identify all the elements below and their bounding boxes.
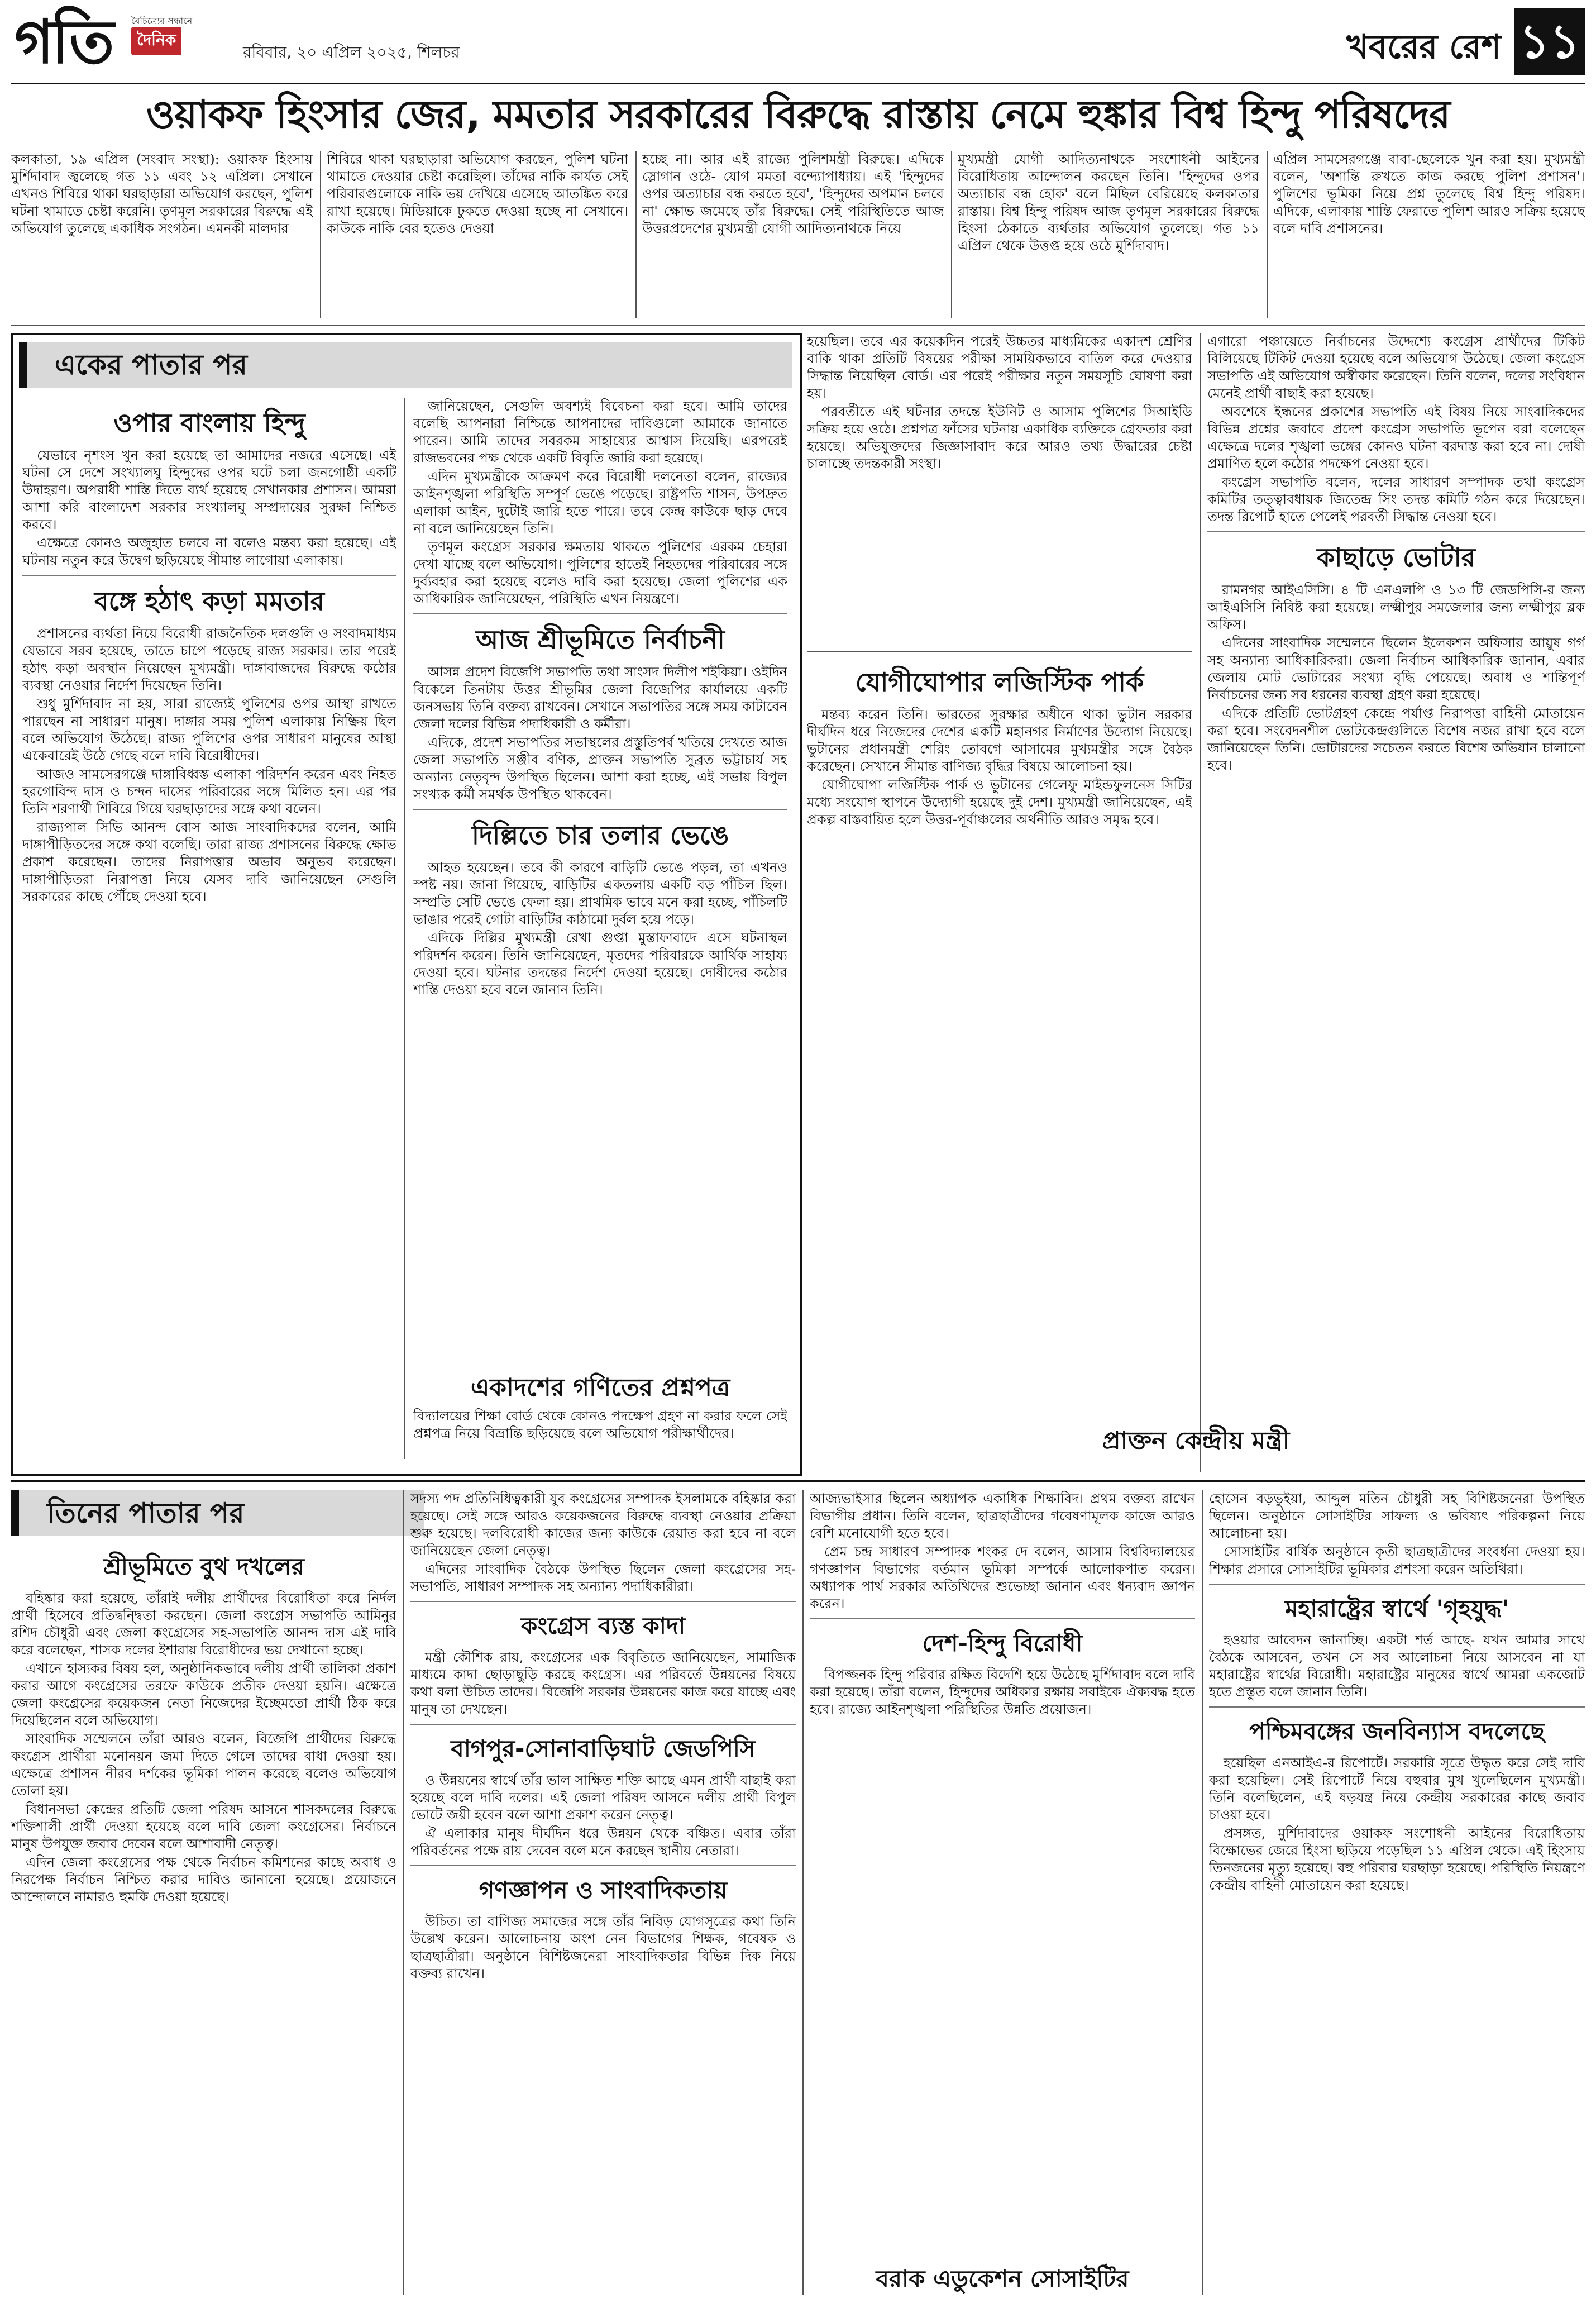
story-paragraph: বিধানসভা কেন্দ্রের প্রতিটি জেলা পরিষদ আসনে শাসকদলের বিরুদ্ধে শক্তিশালী প্রার্থী দেওয়া হয়েছে বলে দাবি জেলা কংগ্রেসের। নির্বাচনে মানুষ উপযুক্ত জবাব দেবেন বলে আশাবাদী নেতৃত্ব। xyxy=(11,1801,396,1852)
main-story-col-5 xyxy=(1273,151,1585,318)
story-paragraph: ঐ এলাকার মানুষ দীর্ঘদিন ধরে উন্নয়ন থেকে বঞ্চিত। এবার তাঁরা পরিবর্তনের পক্ষে রায় দেবেন বলে মনে করছেন স্থানীয় নেতারা। xyxy=(410,1825,796,1858)
story-title: দেশ-হিন্দু বিরোধী xyxy=(922,1629,1083,1657)
main-story-text: এপ্রিল সামসেরগঞ্জে বাবা-ছেলেকে খুন করা হয়। মুখ্যমন্ত্রী বলেন, 'অশান্তি রুখতে কাজ করছে পুলিশ প্রশাসন'। পুলিশের ভূমিকা নিয়ে প্রশ্ন তুলেছে বিশ্ব হিন্দু পরিষদ। এদিকে, এলাকায় শান্তি ফেরাতে পুলিশ আরও সক্রিয় হয়েছে বলে দাবি প্রশাসনের। xyxy=(1273,151,1585,236)
section-divider xyxy=(11,1480,1585,1482)
story-paragraph: এদিকে, প্রদেশ সভাপতির সভাস্থলের প্রস্তুতিপর্ব খতিয়ে দেখতে আজ জেলা সভাপতি সঞ্জীব বণিক, প্রাক্তন সভাপতি সুব্রত ভট্টাচার্য সহ অন্যান্য নেতৃবৃন্দ উপস্থিত ছিলেন। আশা করা হচ্ছে, এই সভায় বিপুল সংখ্যক কর্মী সমর্থক উপস্থিত থাকবেন। xyxy=(413,735,787,802)
story-paragraph: এদিকে প্রতিটি ভোটগ্রহণ কেন্দ্রে পর্যাপ্ত নিরাপত্তা বাহিনী মোতায়েন করা হবে। সংবেদনশীল ভোটকেন্দ্রগুলিতে বিশেষ নজর রাখা হবে বলে জানিয়েছেন তিনি। ভোটারদের সচেতন করতে বিশেষ অভিযান চালানো হবে। xyxy=(1207,705,1585,773)
main-story-col-1 xyxy=(11,151,313,318)
story-paragraph: বহিষ্কার করা হয়েছে, তাঁরাই দলীয় প্রার্থীদের বিরোধিতা করে নির্দল প্রার্থী হিসেবে প্রতিদ্বন্দ্বিতা করছেন। জেলা কংগ্রেস সভাপতি আমিনুর রশিদ চৌধুরী এবং জেলা কংগ্রেসের সহ-সভাপতি আনন্দ দাস এই দাবি করে বলেছেন, শাসক দলের ইশারায় বিরোধীদের ভয় দেখানো হচ্ছে। xyxy=(11,1590,396,1658)
story-title: বঙ্গে হঠাৎ কড়া মমতার xyxy=(94,586,324,616)
story-paragraph: রাজ্যপাল সিভি আনন্দ বোস আজ সাংবাদিকদের বলেন, আমি দাঙ্গাপীড়িতদের সঙ্গে কথা বলেছি। তারা রাজ্য প্রশাসনের বিরুদ্ধে ক্ষোভ প্রকাশ করেছেন। তাদের নিরাপত্তার অভাব অনুভব করেছেন। দাঙ্গাপীড়িতরা নিরাপত্তা নিয়ে যেসব দাবি জানিয়েছেন সেগুলি সরকারের কাছে পৌঁছে দেওয়া হবে। xyxy=(22,819,396,904)
box-one-col-2 xyxy=(413,398,787,1364)
story-paragraph: আসন্ন প্রদেশ বিজেপি সভাপতি তথা সাংসদ দিলীপ শইকিয়া। ওইদিন বিকেলে তিনটায় উত্তর শ্রীভূমির জেলা বিজেপির কার্যালয়ে একটি জনসভায় তিনি বক্তব্য রাখবেন। সেখানে সভাপতির সঙ্গে সময় কাটাবেন জেলা দলের বিভিন্ন পদাধিকারী ও কর্মীরা। xyxy=(413,664,787,732)
story-paragraph: ও উন্নয়নের স্বার্থে তাঁর ভাল সাক্ষিত শক্তি আছে এমন প্রার্থী বাছাই করা হয়েছে বলে দাবি দলের। এই জেলা পরিষদ আসনে দলীয় প্রার্থী বিপুল ভোটে জয়ী হবেন বলে আশা প্রকাশ করেন নেতৃত্ব। xyxy=(410,1772,796,1823)
story-paragraph: পরবর্তীতে এই ঘটনার তদন্তে ইউনিট ও আসাম পুলিশের সিআইডি সক্রিয় হয়ে ওঠে। প্রশ্নপত্র ফাঁসের ঘটনায় একাধিক ব্যক্তিকে গ্রেফতার করা হয়েছে। অভিযুক্তদের জিজ্ঞাসাবাদ করে আরও তথ্য উদ্ধারের চেষ্টা চালাচ্ছে তদন্তকারী সংস্থা। xyxy=(807,404,1192,471)
story-divider xyxy=(410,1724,796,1725)
story-paragraph: এদিকে দিল্লির মুখ্যমন্ত্রী রেখা গুপ্তা মুস্তাফাবাদে এসে ঘটনাস্থল পরিদর্শন করেন। তিনি জানিয়েছেন, মৃতদের পরিবারকে আর্থিক সাহায্য দেওয়া হবে। ঘটনার তদন্তের নির্দেশ দেওয়া হয়েছে। দোষীদের কঠোর শাস্তি দেওয়া হবে বলে জানান তিনি। xyxy=(413,930,787,998)
box-one-header: একের পাতার পর xyxy=(19,342,792,388)
story-paragraph: হয়েছিল। তবে এর কয়েকদিন পরেই উচ্চতর মাধ্যমিকের একাদশ শ্রেণির বাকি থাকা প্রতিটি বিষয়ের পরীক্ষা সাময়িকভাবে বাতিল করে দেওয়ার সিদ্ধান্ত নিয়েছিল বোর্ড। এর পরেই পরীক্ষার নতুন সময়সূচি ঘোষণা করা হয়। xyxy=(807,333,1192,401)
story-title: গণজ্ঞাপন ও সাংবাদিকতায় xyxy=(479,1876,728,1904)
story-title: কংগ্রেস ব্যস্ত কাদা xyxy=(520,1612,686,1639)
story-title: বাগপুর-সোনাবাড়িঘাট জেডপিসি xyxy=(451,1735,756,1762)
right-top-col-1 xyxy=(807,333,1192,646)
column-divider xyxy=(1267,151,1268,318)
column-divider xyxy=(403,1490,404,2295)
dateline: রবিবার, ২০ এপ্রিল ২০২৫, শিলচর xyxy=(243,43,460,61)
story-paragraph: এদিনের সাংবাদিক বৈঠকে উপস্থিত ছিলেন জেলা কংগ্রেসের সহ-সভাপতি, সাধারণ সম্পাদক সহ অন্যান্য পদাধিকারীরা। xyxy=(410,1561,796,1594)
callout-bottom-headline: বরাক এডুকেশন সোসাইটির xyxy=(876,2265,1129,2292)
column-divider xyxy=(1202,1490,1203,2295)
story-paragraph: হয়েছিল এনআইএ-র রিপোর্টে। সরকারি সূত্রে উদ্ধৃত করে সেই দাবি করা হয়েছিল। সেই রিপোর্টে নিয়ে বহুবার মুখ খুলেছিলেন মুখ্যমন্ত্রী। তিনি বলেছিলেন, এই ষড়যন্ত্র নিয়ে কেন্দ্রীয় সরকারের কাছে জবাব চাওয়া হবে। xyxy=(1209,1755,1585,1823)
story-divider xyxy=(410,1865,796,1866)
story-paragraph: এদিনের সাংবাদিক সম্মেলনে ছিলেন ইলেকশন অফিসার আয়ুষ গর্গ সহ অন্যান্য আধিকারিকরা। জেলা নির্বাচন আধিকারিক জানান, এবার জেলায় মোট ভোটারের সংখ্যা বৃদ্ধি পেয়েছে। অবাধ ও শান্তিপূর্ণ নির্বাচনের জন্য সব ধরনের ব্যবস্থা গ্রহণ করা হয়েছে। xyxy=(1207,635,1585,703)
story-divider xyxy=(1207,531,1585,532)
story-divider xyxy=(410,1601,796,1602)
story-paragraph: উচিত। তা বাণিজ্য সমাজের সঙ্গে তাঁর নিবিড় যোগসূত্রের কথা তিনি উল্লেখ করেন। আলোচনায় অংশ নেন বিভাগের শিক্ষক, গবেষক ও ছাত্রছাত্রীরা। অনুষ্ঠানে বিশিষ্টজনেরা সাংবাদিকতার বিভিন্ন দিক নিয়ে বক্তব্য রাখেন। xyxy=(410,1914,796,1981)
box-three-col-1 xyxy=(11,1543,396,2297)
story-paragraph: সোসাইটির বার্ষিক অনুষ্ঠানে কৃতী ছাত্রছাত্রীদের সংবর্ধনা দেওয়া হয়। শিক্ষার প্রসারে সোসাইটির ভূমিকার প্রশংসা করেন অতিথিরা। xyxy=(1209,1544,1585,1577)
story-title: যোগীঘোপার লজিস্টিক পার্ক xyxy=(855,667,1144,697)
story-paragraph: প্রসঙ্গত, মুর্শিদাবাদের ওয়াকফ সংশোধনী আইনের বিরোধিতায় বিক্ষোভের জেরে হিংসা ছড়িয়ে পড়েছিল ১১ এপ্রিল থেকে। এই হিংসায় তিনজনের মৃত্যু হয়েছে। বহু পরিবার ঘরছাড়া হয়েছে। পরিস্থিতি নিয়ন্ত্রণে কেন্দ্রীয় বাহিনী মোতায়েন করা হয়েছে। xyxy=(1209,1825,1585,1893)
story-title: ওপার বাংলায় হিন্দু xyxy=(113,408,305,438)
box-three-col-3 xyxy=(810,1490,1195,2256)
story-title: আজ শ্রীভূমিতে নির্বাচনী xyxy=(476,624,725,655)
story-paragraph: আহত হয়েছেন। তবে কী কারণে বাড়িটি ভেঙে পড়ল, তা এখনও স্পষ্ট নয়। জানা গিয়েছে, বাড়িটির একতলায় একটি বড় পাঁচিল ছিল। সম্প্রতি সেটি ভেঙে ফেলা হয়। প্রাথমিক ভাবে মনে করা হচ্ছে, পাঁচিলটি ভাঙার পরেই গোটা বাড়িটির কাঠামো দুর্বল হয়ে পড়ে। xyxy=(413,860,787,927)
main-story-text: শিবিরে থাকা ঘরছাড়ারা অভিযোগ করছেন, পুলিশ ঘটনা থামাতে দেওয়ার চেষ্টা করেছিল। তাঁদের নাকি কার্যত সেই পরিবারগুলোকে নাকি ভয় দেখিয়ে এসেছে আতঙ্কিত করে রাখা হয়েছে। মিডিয়াকে ঢুকতে দেওয়া হচ্ছে না সেখানে। কাউকে নাকি বের হতেও দেওয়া xyxy=(327,151,628,236)
main-story-text: হচ্ছে না। আর এই রাজ্যে পুলিশমন্ত্রী বিরুদ্ধে। এদিকে স্লোগান ওঠে- যোগ মমতা বন্দ্যোপাধ্যায়। এই 'হিন্দুদের ওপর অত্যাচার বন্ধ করতে হবে', 'হিন্দুদের অপমান চলবে না' ক্ষোভ জমেছে তাঁর বিরুদ্ধে। সেই পরিস্থিতিতে আজ উত্তরপ্রদেশের মুখ্যমন্ত্রী যোগী আদিত্যনাথকে নিয়ে xyxy=(642,151,944,236)
tagline: বৈচিত্র্যের সন্ধানে xyxy=(131,16,193,26)
story-title: পশ্চিমবঙ্গের জনবিন্যাস বদলেছে xyxy=(1249,1718,1545,1745)
right-top-col-1b xyxy=(807,657,1192,1394)
box-three-header: তিনের পাতার পর xyxy=(11,1490,424,1536)
box-three-col-2 xyxy=(410,1490,796,2295)
section-label: খবরের রেশ xyxy=(1346,27,1501,66)
masthead xyxy=(11,7,1585,79)
story-paragraph: হোসেন বড়ভুইয়া, আব্দুল মতিন চৌধুরী সহ বিশিষ্টজনেরা উপস্থিত ছিলেন। অনুষ্ঠানে সোসাইটির সাফল্য ও ভবিষ্যৎ পরিকল্পনা নিয়ে আলোচনা হয়। xyxy=(1209,1491,1585,1541)
story-divider xyxy=(413,613,787,614)
story-paragraph: প্রেম চন্দ্র সাধারণ সম্পাদক শংকর দে বলেন, আসাম বিশ্ববিদ্যালয়ের গণজ্ঞাপন বিভাগের বর্তমান ভূমিকা সম্পর্কে আলোকপাত করেন। অধ্যাপক পার্থ সরকার অতিথিদের শুভেচ্ছা জানান এবং ধন্যবাদ জ্ঞাপন করেন। xyxy=(810,1544,1195,1611)
story-paragraph: যেভাবে নৃশংস খুন করা হয়েছে তা আমাদের নজরে এসেছে। এই ঘটনা সে দেশে সংখ্যালঘু হিন্দুদের ওপর ঘটে চলা জনগোষ্ঠী একটি উদাহরণ। অপরাধী শাস্তি দিতে ব্যর্থ হয়েছে সেখানকার প্রশাসন। আমরা আশা করি বাংলাদেশ সরকার সংখ্যালঘু সম্প্রদায়ের সুরক্ষা নিশ্চিত করবে। xyxy=(22,447,396,532)
box-one-col-1 xyxy=(22,398,396,1459)
story-paragraph: প্রশাসনের ব্যর্থতা নিয়ে বিরোধী রাজনৈতিক দলগুলি ও সংবাদমাধ্যম যেভাবে সরব হয়েছে, তাতে চাপে পড়েছে রাজ্য সরকার। তার পরেই হঠাৎ কড়া অবস্থান নিয়েছেন মুখ্যমন্ত্রী। দাঙ্গাবাজদের বিরুদ্ধে কঠোর ব্যবস্থা নেওয়ার নির্দেশ দিয়েছেন তিনি। xyxy=(22,626,396,693)
dainik-badge xyxy=(131,16,237,49)
story-divider xyxy=(22,575,396,576)
story-paragraph: জানিয়েছেন, সেগুলি অবশ্যই বিবেচনা করা হবে। আমি তাদের বলেছি আপনারা নিশ্চিন্তে আপনাদের দাবিগুলো আমাকে জানাতে পারেন। আমি তাদের সবরকম সাহায্যের আশ্বাস দিয়েছি। এরপরেই রাজভবনের পক্ষ থেকে একটি বিবৃতি জারি করা হয়েছে। xyxy=(413,398,787,466)
byline-story-headline: প্রাক্তন কেন্দ্রীয় মন্ত্রী xyxy=(1102,1427,1290,1455)
column-divider xyxy=(320,151,321,318)
main-story-col-2 xyxy=(327,151,628,318)
main-story-col-3 xyxy=(642,151,944,318)
story-divider xyxy=(1209,1584,1585,1585)
story-divider xyxy=(807,651,1192,652)
story-title: কাছাড়ে ভোটার xyxy=(1316,542,1476,573)
column-divider xyxy=(951,151,952,318)
column-divider xyxy=(635,151,637,318)
story-paragraph: হওয়ার আবেদন জানাচ্ছি। একটা শর্ত আছে- যখন আমার সাথে বৈঠকে আসবেন, তখন সে সব আলোচনা নিয়ে আসবেন না যা মহারাষ্ট্রের স্বার্থের বিরোধী। মহারাষ্ট্রের মানুষের স্বার্থে আমরা একজোট হতে প্রস্তুত বলে জানান তিনি। xyxy=(1209,1632,1585,1700)
story-paragraph: অবশেষে ইন্ধনের প্রকাশের সভাপতি এই বিষয় নিয়ে সাংবাদিকদের বিভিন্ন প্রশ্নের জবাবে প্রদেশ কংগ্রেস সভাপতি ভূপেন বরা বলেছেন এক্ষেত্রে দলের শৃঙ্খলা ভঙ্গের কোনও ঘটনা বরদাস্ত করা হবে না। দোষী প্রমাণিত হলে কঠোর পদক্ষেপ নেওয়া হবে। xyxy=(1207,404,1585,471)
story-paragraph: বিদ্যালয়ের শিক্ষা বোর্ড থেকে কোনও পদক্ষেপ গ্রহণ না করার ফলে সেই প্রশ্নপত্র নিয়ে বিভ্রান্তি ছড়িয়েছে বলে অভিযোগ পরীক্ষার্থীদের। xyxy=(413,1408,787,1441)
section-divider xyxy=(11,325,1585,326)
story-paragraph: শুধু মুর্শিদাবাদ না হয়, সারা রাজ্যেই পুলিশের ওপর আস্থা রাখতে পারছেন না সাধারণ মানুষ। দাঙ্গার সময় পুলিশ এলাকায় নিষ্ক্রিয় ছিল বলে অভিযোগ উঠেছে। রাজ্য পুলিশের ওপর সাধারণ মানুষের আস্থা একেবারেই উঠে গেছে বলে দাবি বিরোধীদের। xyxy=(22,696,396,764)
column-divider xyxy=(802,1490,804,2295)
story-paragraph: বিপজ্জনক হিন্দু পরিবার রক্ষিত বিদেশি হয়ে উঠেছে মুর্শিদাবাদ বলে দাবি করা হয়েছে। তাঁরা বলেন, হিন্দুদের অধিকার রক্ষায় সবাইকে ঐক্যবদ্ধ হতে হবে। রাজ্যে আইনশৃঙ্খলা পরিস্থিতির উন্নতি প্রয়োজন। xyxy=(810,1667,1195,1717)
main-story-col-4 xyxy=(958,151,1259,318)
masthead-rule xyxy=(11,83,1585,84)
story-paragraph: সাংবাদিক সম্মেলনে তাঁরা আরও বলেন, বিজেপি প্রার্থীদের বিরুদ্ধে কংগ্রেস প্রার্থীরা মনোনয়ন জমা দিতে গেলে তাদের বাধা দেওয়া হয়। এক্ষেত্রে প্রশাসন নীরব দর্শকের ভূমিকা পালন করেছে বলেও অভিযোগ তোলা হয়। xyxy=(11,1731,396,1799)
box-three-col-4 xyxy=(1209,1490,1585,2295)
story-paragraph: মন্ত্রী কৌশিক রায়, কংগ্রেসের এক বিবৃতিতে জানিয়েছেন, সামাজিক মাধ্যমে কাদা ছোড়াছুড়ি করছে কংগ্রেস। এর পরিবর্তে উন্নয়নের বিষয়ে কথা বলা উচিত তাদের। বিজেপি সরকার উন্নয়নের কাজ করে যাচ্ছে এবং মানুষ তা দেখছেন। xyxy=(410,1649,796,1717)
story-paragraph: মন্তব্য করেন তিনি। ভারতের সুরক্ষার অধীনে থাকা ভুটান সরকার দীর্ঘদিন ধরে নিজেদের দেশের একটি মহানগর নির্মাণের উদ্যোগ নিয়েছে। ভুটানের প্রধানমন্ত্রী শেরিং তোবগে আসামের মুখ্যমন্ত্রীর সঙ্গে বৈঠক করেছেন। সেখানে সীমান্ত বাণিজ্য বৃদ্ধির বিষয়ে আলোচনা হয়। xyxy=(807,707,1192,774)
story-paragraph: তৃণমূল কংগ্রেস সরকার ক্ষমতায় থাকতে পুলিশের এরকম চেহারা দেখা যাচ্ছে বলে অভিযোগ। পুলিশের হাতেই নিহতদের পরিবারের সঙ্গে দুর্ব্যবহার করা হয়েছে বলেও দাবি করা হয়েছে। জেলা পুলিশের এক আধিকারিক জানিয়েছেন, পরিস্থিতি এখন নিয়ন্ত্রণে। xyxy=(413,539,787,607)
newspaper-logo: গতি xyxy=(15,7,112,77)
story-divider xyxy=(810,1618,1195,1619)
callout-headline: একাদশের গণিতের প্রশ্নপত্র xyxy=(470,1374,730,1402)
right-top-col-2 xyxy=(1207,333,1585,1115)
story-paragraph: কংগ্রেস সভাপতি বলেন, দলের সাধারণ সম্পাদক তথা কংগ্রেস কমিটির তত্ত্বাবধায়ক জিতেন্দ্র সিং তদন্ত কমিটি গঠন করে দিয়েছেন। তদন্ত রিপোর্ট হাতে পেলেই পরবর্তী সিদ্ধান্ত নেওয়া হবে। xyxy=(1207,474,1585,525)
column-divider xyxy=(1200,333,1201,1472)
main-story-text: মুখ্যমন্ত্রী যোগী আদিত্যনাথকে সংশোধনী আইনের বিরোধিতায় আন্দোলন করছেন তিনি। 'হিন্দুদের ওপর অত্যাচার বন্ধ হোক' বলে মিছিল বেরিয়েছে কলকাতার রাস্তায়। বিশ্ব হিন্দু পরিষদ আজ তৃণমূল সরকারের বিরুদ্ধে হিংসা ঠেকাতে ব্যর্থতার অভিযোগ তুলেছে। গত ১১ এপ্রিল থেকে উত্তপ্ত হয়ে ওঠে মুর্শিদাবাদ। xyxy=(958,151,1259,254)
story-paragraph: আজ্যভাইসার ছিলেন অধ্যাপক একাধিক শিক্ষাবিদ। প্রথম বক্তব্য রাখেন বিভাগীয় প্রধান। তিনি বলেন, ছাত্রছাত্রীদের গবেষণামূলক কাজে আরও বেশি মনোযোগী হতে হবে। xyxy=(810,1491,1195,1541)
main-story-text: কলকাতা, ১৯ এপ্রিল (সংবাদ সংস্থা): ওয়াকফ হিংসায় মুর্শিদাবাদ জ্বলেছে গত ১১ এবং ১২ এপ্রিল। সেখানে এখনও শিবিরে থাকা ঘরছাড়ারা অভিযোগ করছেন, পুলিশ ঘটনা থামাতে চেষ্টা করেনি। তৃণমূল সরকারের বিরুদ্ধে এই অভিযোগ তুলেছে একাধিক সংগঠন। এমনকী মালদার xyxy=(11,151,313,236)
story-paragraph: এগারো পঞ্চায়েতে নির্বাচনের উদ্দেশ্যে কংগ্রেস প্রার্থীদের টিকিট বিলিয়েছে টিকিট দেওয়া হয়েছে বলে অভিযোগ উঠেছে। জেলা কংগ্রেস সভাপতি এই অভিযোগ অস্বীকার করেছেন। তিনি বলেন, দলের সংবিধান মেনেই প্রার্থী বাছাই করা হয়েছে। xyxy=(1207,333,1585,401)
story-paragraph: এক্ষেত্রে কোনও অজুহাত চলবে না বলেও মন্তব্য করা হয়েছে। এই ঘটনায় নতুন করে উদ্বেগ ছড়িয়েছে সীমান্ত লাগোয়া এলাকায়। xyxy=(22,535,396,568)
column-divider xyxy=(404,398,405,1459)
story-paragraph: এখানে হাস্যকর বিষয় হল, অনুষ্ঠানিকভাবে দলীয় প্রার্থী তালিকা প্রকাশ করার আগে কংগ্রেসের তরফে কাউকে প্রতীক দেওয়া হয়নি। এক্ষেত্রে জেলা কংগ্রেসের কয়েকজন নেতা নিজেদের ইচ্ছেমতো প্রার্থী ঠিক করে দিয়েছিলেন বলে অভিযোগ। xyxy=(11,1661,396,1728)
story-paragraph: আজও সামসেরগঞ্জে দাঙ্গাবিধ্বস্ত এলাকা পরিদর্শন করেন এবং নিহত হরগোবিন্দ দাস ও চন্দন দাসের পরিবারের সঙ্গে মিলিত হন। এর পর তিনি শরণার্থী শিবিরে গিয়ে ঘরছাড়াদের সঙ্গে কথা বলেন। xyxy=(22,766,396,817)
story-title: মহারাষ্ট্রের স্বার্থে 'গৃহযুদ্ধ' xyxy=(1285,1595,1509,1622)
story-paragraph: সদস্য পদ প্রতিনিধিত্বকারী যুব কংগ্রেসের সম্পাদক ইসলামকে বহিষ্কার করা হয়েছে। সেই সঙ্গে আরও কয়েকজনের বিরুদ্ধে ব্যবস্থা নেওয়ার প্রক্রিয়া শুরু হয়েছে। দলবিরোধী কাজের জন্য কাউকে রেয়াত করা হবে না বলে জানিয়েছেন জেলা নেতৃত্ব। xyxy=(410,1491,796,1558)
story-paragraph: রামনগর আইএসিসি। ৪ টি এনএলপি ও ১৩ টি জেডপিসি-র জন্য আইএসিসি নিবিষ্ট করা হয়েছে। লক্ষ্মীপুর সমজেলার জন্য লক্ষ্মীপুর ব্লক অফিস। xyxy=(1207,582,1585,632)
dainik-brand: দৈনিক xyxy=(131,27,181,55)
story-divider xyxy=(1209,1706,1585,1708)
story-divider xyxy=(413,809,787,810)
story-paragraph: যোগীঘোপা লজিস্টিক পার্ক ও ভুটানের গেলেফু মাইন্ডফুলনেস সিটির মধ্যে সংযোগ স্থাপনে উদ্যোগী হয়েছে দুই দেশ। মুখ্যমন্ত্রী জানিয়েছেন, এই প্রকল্প বাস্তবায়িত হলে উত্তর-পূর্বাঞ্চলের অর্থনীতি আরও সমৃদ্ধ হবে। xyxy=(807,777,1192,827)
story-paragraph: এদিন মুখ্যমন্ত্রীকে আক্রমণ করে বিরোধী দলনেতা বলেন, রাজ্যের আইনশৃঙ্খলা পরিস্থিতি সম্পূর্ণ ভেঙে পড়েছে। রাষ্ট্রপতি শাসন, উপদ্রুত এলাকা আইন, দুটোই জারি হতে পারে। তবে কেন্দ্র কাউকে ছাড় দেবে না বলে জানিয়েছেন তিনি। xyxy=(413,469,787,536)
story-title: শ্রীভূমিতে বুথ দখলের xyxy=(103,1553,304,1580)
story-paragraph: এদিন জেলা কংগ্রেসের পক্ষ থেকে নির্বাচন কমিশনের কাছে অবাধ ও নিরপেক্ষ নির্বাচন নিশ্চিত করার দাবিও জানানো হয়েছে। প্রয়োজনে আন্দোলনে নামারও হুমকি দেওয়া হয়েছে। xyxy=(11,1854,396,1905)
page-number: ১১ xyxy=(1514,8,1585,75)
main-headline: ওয়াকফ হিংসার জের, মমতার সরকারের বিরুদ্ধে রাস্তায় নেমে হুঙ্কার বিশ্ব হিন্দু পরিষদের xyxy=(146,92,1450,137)
callout-text-block xyxy=(413,1408,787,1463)
story-title: দিল্লিতে চার তলার ভেঙে xyxy=(471,820,729,850)
